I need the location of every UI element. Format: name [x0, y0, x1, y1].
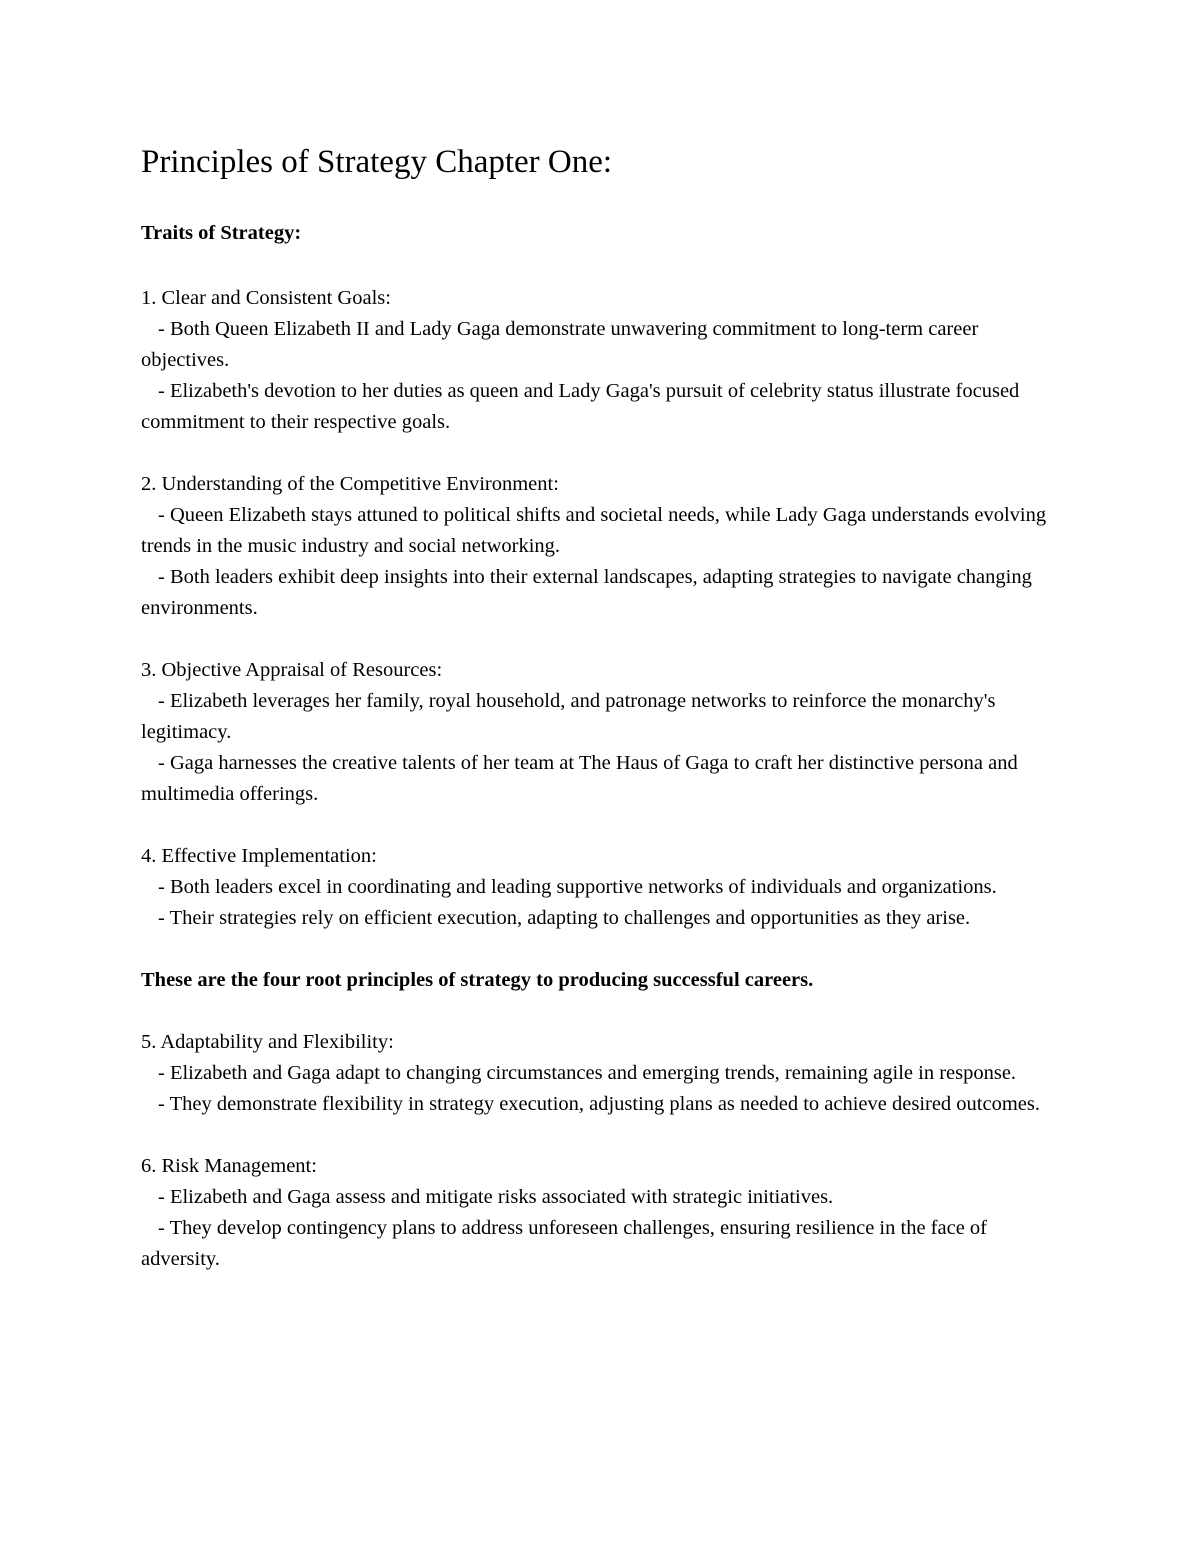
trait-heading: 6. Risk Management: [141, 1155, 317, 1177]
trait-heading: 1. Clear and Consistent Goals: [141, 287, 391, 309]
trait-bullet: - Gaga harnesses the creative talents of her team at The Haus of Gaga to craft her distinctive persona and multimedia offerings. [141, 752, 1018, 805]
trait-section-2 [141, 469, 1061, 624]
section-subheading: Traits of Strategy: [141, 222, 302, 244]
trait-bullet: - Both Queen Elizabeth II and Lady Gaga demonstrate unwavering commitment to long-term career objectives. [141, 318, 979, 371]
trait-heading: 5. Adaptability and Flexibility: [141, 1031, 394, 1053]
trait-heading: 4. Effective Implementation: [141, 845, 377, 867]
trait-heading: 3. Objective Appraisal of Resources: [141, 659, 443, 681]
trait-section-3 [141, 655, 1061, 810]
document-body [141, 283, 1061, 1306]
trait-section-6 [141, 1151, 1061, 1275]
trait-bullet: - Elizabeth's devotion to her duties as queen and Lady Gaga's pursuit of celebrity status illustrate focused commitment to their respective goals. [141, 380, 1020, 433]
trait-bullet: - They demonstrate flexibility in strategy execution, adjusting plans as needed to achieve desired outcomes. [158, 1093, 1041, 1115]
trait-bullet: - Both leaders excel in coordinating and leading supportive networks of individuals and organizations. [158, 876, 997, 898]
trait-bullet: - Both leaders exhibit deep insights into their external landscapes, adapting strategies to navigate changing environments. [141, 566, 1032, 619]
trait-section-1 [141, 283, 1061, 438]
trait-section-5 [141, 1027, 1061, 1120]
trait-section-4 [141, 841, 1061, 934]
trait-bullet: - They develop contingency plans to address unforeseen challenges, ensuring resilience in the face of adversity. [141, 1217, 987, 1270]
root-principles-statement: These are the four root principles of strategy to producing successful careers. [141, 969, 814, 991]
trait-bullet: - Their strategies rely on efficient execution, adapting to challenges and opportunities as they arise. [158, 907, 971, 929]
trait-bullet: - Queen Elizabeth stays attuned to political shifts and societal needs, while Lady Gaga understands evolving trends in the music industry and social networking. [141, 504, 1047, 557]
trait-bullet: - Elizabeth and Gaga assess and mitigate risks associated with strategic initiatives. [158, 1186, 834, 1208]
trait-heading: 2. Understanding of the Competitive Environment: [141, 473, 559, 495]
trait-bullet: - Elizabeth leverages her family, royal household, and patronage networks to reinforce the monarchy's legitimacy. [141, 690, 996, 743]
trait-bullet: - Elizabeth and Gaga adapt to changing circumstances and emerging trends, remaining agile in response. [158, 1062, 1017, 1084]
page-title: Principles of Strategy Chapter One: [141, 144, 613, 180]
